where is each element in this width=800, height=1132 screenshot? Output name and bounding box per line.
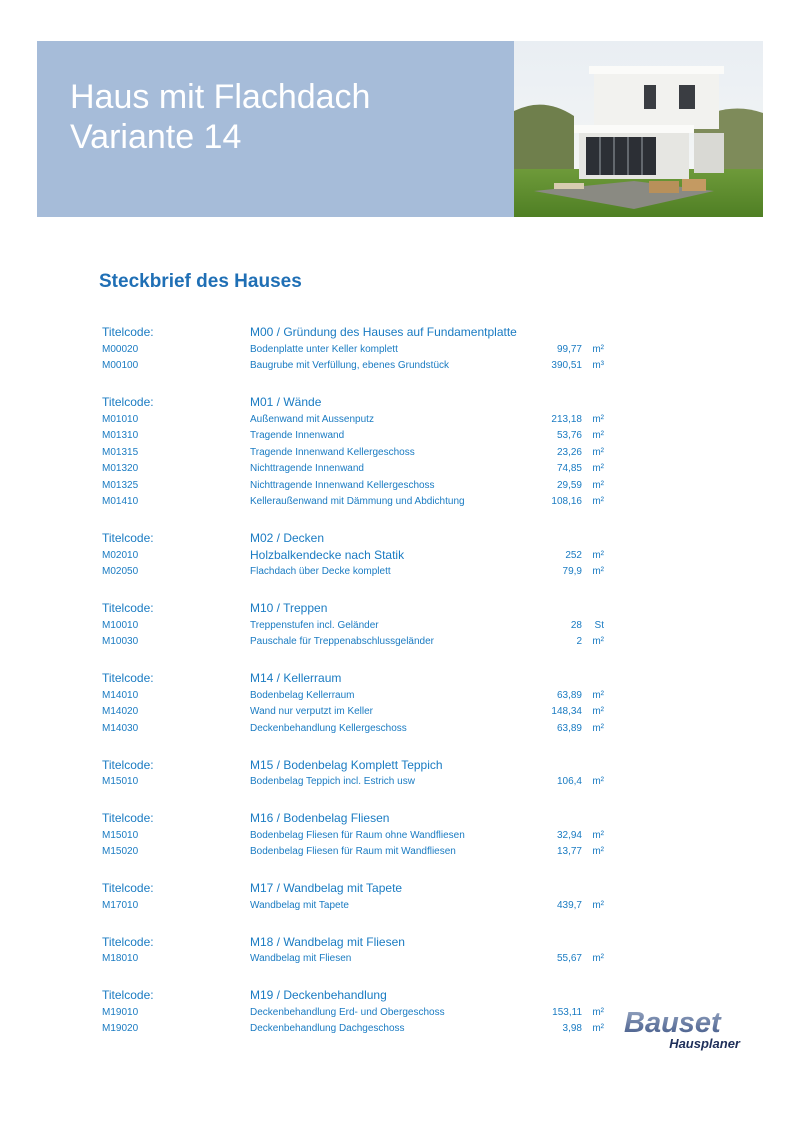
spec-group: [102, 392, 622, 510]
spec-row: [102, 428, 622, 445]
item-description: Tragende Innenwand: [250, 430, 345, 442]
item-description: Nichttragende Innenwand Kellergeschoss: [250, 479, 435, 491]
item-unit: m³: [592, 360, 604, 372]
spec-row: [102, 951, 622, 968]
item-value: 74,85: [556, 463, 582, 475]
item-unit: St: [594, 619, 604, 631]
item-value: 79,9: [562, 566, 582, 578]
item-unit: m²: [592, 846, 604, 858]
item-unit: m²: [592, 689, 604, 701]
spec-group: [102, 985, 622, 1037]
item-code: M15010: [102, 829, 139, 841]
item-value: 108,16: [551, 496, 582, 508]
spec-row: [102, 720, 622, 737]
item-unit: m²: [592, 413, 604, 425]
item-code: M01325: [102, 479, 139, 491]
titelcode-label: Titelcode:: [102, 988, 154, 1002]
group-header: [102, 528, 622, 545]
titelcode-label: Titelcode:: [102, 757, 154, 772]
titelcode-label: Titelcode:: [102, 395, 154, 409]
group-title: M19 / Deckenbehandlung: [250, 988, 387, 1002]
item-value: 23,26: [556, 446, 582, 458]
item-description: Holzbalkendecke nach Statik: [250, 548, 405, 563]
group-title: M17 / Wandbelag mit Tapete: [250, 881, 403, 895]
spec-row: [102, 687, 622, 704]
house-photo-icon: [514, 41, 763, 217]
group-title: M10 / Treppen: [250, 601, 328, 615]
spec-list: [102, 322, 622, 1055]
item-description: Nichttragende Innenwand: [250, 463, 364, 475]
spec-row: [102, 1004, 622, 1021]
item-value: 13,77: [556, 846, 582, 858]
item-unit: m²: [592, 636, 604, 648]
item-code: M01320: [102, 463, 139, 475]
item-description: Baugrube mit Verfüllung, ebenes Grundstück: [250, 360, 450, 372]
spec-group: [102, 932, 622, 968]
group-title: M16 / Bodenbelag Fliesen: [250, 811, 390, 825]
item-description: Flachdach über Decke komplett: [250, 566, 391, 578]
item-value: 29,59: [556, 479, 582, 491]
group-title: M18 / Wandbelag mit Fliesen: [250, 934, 405, 949]
item-value: 53,76: [556, 430, 582, 442]
item-description: Pauschale für Treppenabschlussgeländer: [250, 636, 435, 648]
group-header: [102, 878, 622, 895]
item-value: 106,4: [556, 776, 582, 788]
group-header: [102, 985, 622, 1002]
item-description: Bodenplatte unter Keller komplett: [250, 343, 398, 355]
spec-row: [102, 494, 622, 511]
item-unit: m²: [592, 829, 604, 841]
group-title: M14 / Kellerraum: [250, 671, 342, 685]
item-unit: m²: [592, 496, 604, 508]
item-code: M17010: [102, 899, 139, 911]
spec-group: [102, 322, 622, 374]
item-code: M02010: [102, 549, 139, 561]
item-description: Bodenbelag Fliesen für Raum mit Wandfliesen: [250, 846, 456, 858]
item-unit: m²: [592, 776, 604, 788]
item-code: M19010: [102, 1006, 139, 1018]
item-value: 213,18: [551, 413, 582, 425]
spec-group: [102, 755, 622, 791]
item-code: M01315: [102, 446, 139, 458]
item-description: Außenwand mit Aussenputz: [250, 413, 374, 425]
item-description: Kelleraußenwand mit Dämmung und Abdichtung: [250, 496, 465, 508]
spec-row: [102, 547, 622, 564]
item-code: M00100: [102, 360, 139, 372]
spec-row: [102, 461, 622, 478]
item-description: Wandbelag mit Tapete: [250, 899, 349, 911]
item-unit: m²: [592, 430, 604, 442]
item-value: 63,89: [556, 689, 582, 701]
item-value: 148,34: [551, 706, 582, 718]
item-unit: m²: [592, 953, 604, 965]
item-value: 390,51: [551, 360, 582, 372]
group-header: [102, 932, 622, 949]
item-value: 28: [570, 619, 582, 631]
item-value: 153,11: [552, 1006, 582, 1018]
header-banner: [37, 41, 763, 217]
group-header: [102, 392, 622, 409]
spec-row: [102, 774, 622, 791]
item-code: M15020: [102, 846, 139, 858]
group-title: M00 / Gründung des Hauses auf Fundamentplatte: [250, 325, 517, 339]
spec-group: [102, 528, 622, 580]
item-unit: m²: [592, 899, 604, 911]
titelcode-label: Titelcode:: [102, 671, 154, 685]
item-description: Deckenbehandlung Erd- und Obergeschoss: [250, 1006, 445, 1018]
svg-text:Hausplaner: Hausplaner: [669, 1036, 740, 1051]
spec-row: [102, 1021, 622, 1038]
item-code: M01410: [102, 496, 139, 508]
item-code: M19020: [102, 1023, 139, 1035]
item-unit: m²: [592, 722, 604, 734]
item-code: M10010: [102, 619, 139, 631]
spec-row: [102, 477, 622, 494]
item-description: Bodenbelag Kellerraum: [250, 689, 355, 701]
item-code: M15010: [102, 776, 139, 788]
group-title: M01 / Wände: [250, 395, 322, 409]
section-title: Steckbrief des Hauses: [99, 271, 302, 292]
item-code: M14010: [102, 689, 139, 701]
item-code: M02050: [102, 566, 139, 578]
spec-row: [102, 634, 622, 651]
title-line-1: Haus mit Flachdach: [70, 78, 371, 116]
item-description: Treppenstufen incl. Geländer: [250, 619, 379, 631]
spec-row: [102, 411, 622, 428]
item-description: Wand nur verputzt im Keller: [250, 706, 374, 718]
titelcode-label: Titelcode:: [102, 531, 154, 545]
spec-group: [102, 668, 622, 737]
svg-text:Bauset: Bauset: [624, 1007, 721, 1039]
item-value: 252: [565, 549, 582, 561]
spec-row: [102, 827, 622, 844]
item-value: 63,89: [556, 722, 582, 734]
item-unit: m²: [592, 463, 604, 475]
group-title: M15 / Bodenbelag Komplett Teppich: [250, 757, 443, 772]
group-header: [102, 755, 622, 772]
titelcode-label: Titelcode:: [102, 325, 154, 339]
item-unit: m²: [592, 446, 604, 458]
spec-row: [102, 897, 622, 914]
spec-row: [102, 444, 622, 461]
item-unit: m²: [592, 479, 604, 491]
titelcode-label: Titelcode:: [102, 601, 154, 615]
document-title: [70, 77, 370, 157]
item-unit: m²: [592, 343, 604, 355]
group-header: [102, 668, 622, 685]
titelcode-label: Titelcode:: [102, 811, 154, 825]
item-value: 2: [576, 636, 582, 648]
group-header: [102, 322, 622, 339]
item-code: M14020: [102, 706, 139, 718]
item-description: Bodenbelag Fliesen für Raum ohne Wandfliesen: [250, 829, 465, 841]
item-value: 3,98: [562, 1023, 582, 1035]
spec-row: [102, 617, 622, 634]
item-description: Wandbelag mit Fliesen: [250, 953, 352, 965]
item-unit: m²: [592, 706, 604, 718]
item-code: M01010: [102, 413, 139, 425]
spec-group: [102, 598, 622, 650]
title-line-2: Variante 14: [70, 118, 242, 156]
item-value: 55,67: [556, 953, 582, 965]
spec-row: [102, 704, 622, 721]
spec-group: [102, 808, 622, 860]
group-header: [102, 808, 622, 825]
item-value: 32,94: [556, 829, 582, 841]
group-header: [102, 598, 622, 615]
item-unit: m²: [592, 1006, 604, 1018]
item-description: Deckenbehandlung Dachgeschoss: [250, 1023, 405, 1035]
bauset-logo: [622, 1006, 746, 1057]
item-description: Deckenbehandlung Kellergeschoss: [250, 722, 407, 734]
spec-row: [102, 341, 622, 358]
item-code: M14030: [102, 722, 139, 734]
item-code: M18010: [102, 953, 139, 965]
spec-row: [102, 844, 622, 861]
item-value: 439,7: [556, 899, 582, 911]
item-description: Tragende Innenwand Kellergeschoss: [250, 446, 415, 458]
titelcode-label: Titelcode:: [102, 934, 154, 949]
item-unit: m²: [592, 549, 604, 561]
item-unit: m²: [592, 1023, 604, 1035]
item-code: M00020: [102, 343, 139, 355]
spec-row: [102, 358, 622, 375]
group-title: M02 / Decken: [250, 531, 325, 545]
item-code: M01310: [102, 430, 139, 442]
spec-row: [102, 564, 622, 581]
spec-group: [102, 878, 622, 914]
titelcode-label: Titelcode:: [102, 881, 154, 895]
item-value: 99,77: [556, 343, 582, 355]
item-code: M10030: [102, 636, 139, 648]
item-unit: m²: [592, 566, 604, 578]
item-description: Bodenbelag Teppich incl. Estrich usw: [250, 776, 415, 788]
